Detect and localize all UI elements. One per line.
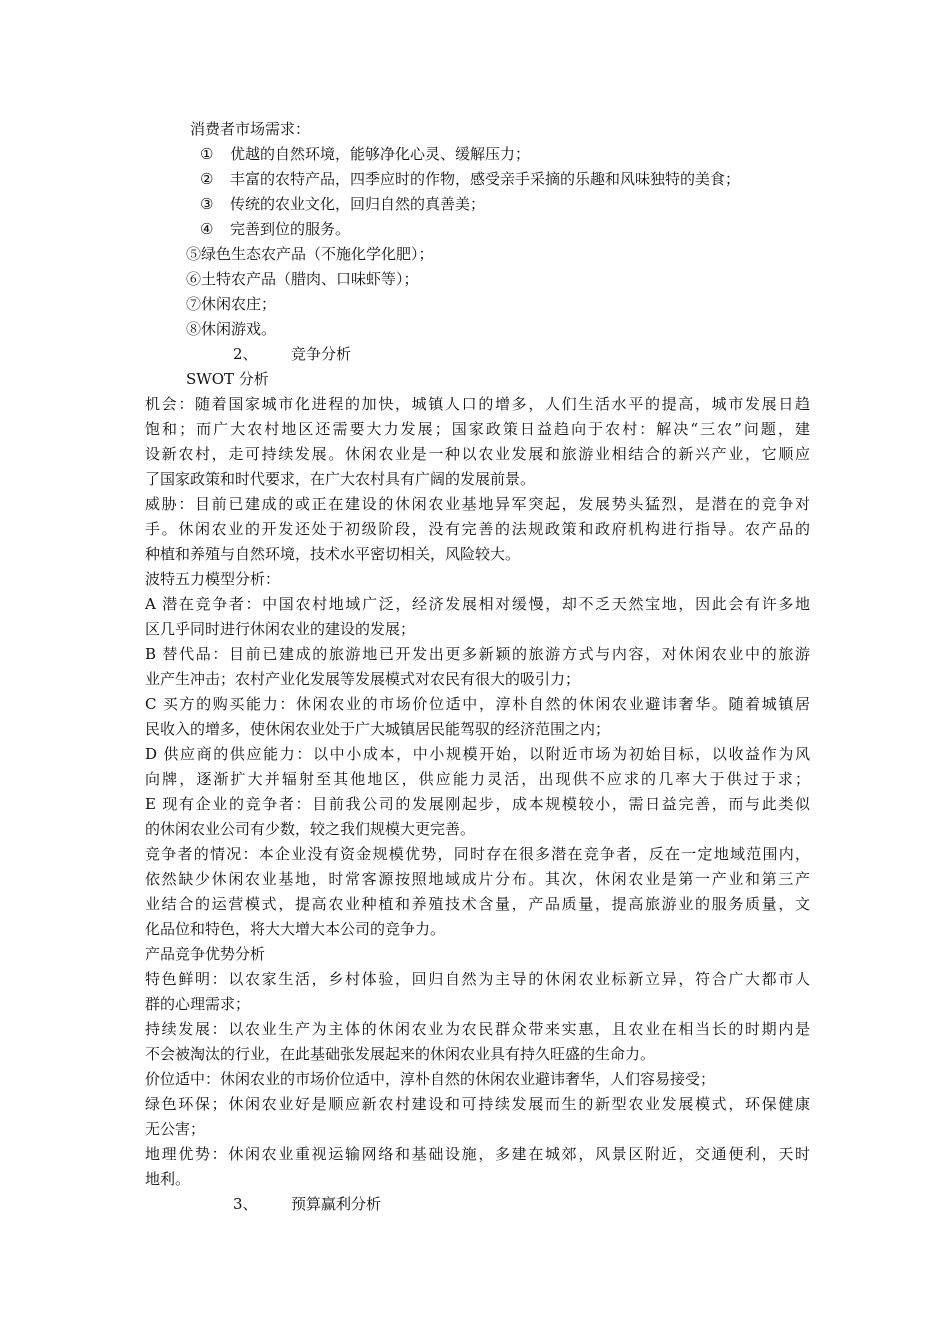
paragraph-line: 业结合的运营模式，提高农业种植和养殖技术含量，产品质量，提高旅游业的服务质量，文 [145,895,810,913]
list-item: ⑧休闲游戏。 [186,320,277,338]
paragraph-line: 地理优势：休闲农业重视运输网络和基础设施，多建在城郊，风景区附近，交通便利，天时 [145,1145,810,1163]
paragraph-line: 持续发展：以农业生产为主体的休闲农业为农民群众带来实惠，且农业在相当长的时期内是 [145,1020,810,1038]
paragraph-line: 波特五力模型分析： [145,570,281,588]
list-marker: ③ [200,195,214,213]
paragraph-line: 竞争者的情况：本企业没有资金规模优势，同时存在很多潜在竞争者，反在一定地域范围内， [145,845,810,863]
list-item [200,219,350,239]
list-item: ⑦休闲农庄； [186,295,277,313]
paragraph-line: 饱和；而广大农村地区还需要大力发展；国家政策日益趋向于农村：解决“三农”问题，建 [145,420,810,438]
list-marker: ④ [200,220,214,238]
list-text: 优越的自然环境，能够净化心灵、缓解压力； [230,145,531,163]
paragraph-line: 种植和养殖与自然环境，技术水平密切相关，风险较大。 [145,545,521,563]
paragraph-line: 手。休闲农业的开发还处于初级阶段，没有完善的法规政策和政府机构进行指导。农产品的 [145,520,810,538]
list-text: 完善到位的服务。 [230,220,351,238]
paragraph-line: 绿色环保；休闲农业好是顺应新农村建设和可持续发展而生的新型农业发展模式，环保健康 [145,1095,810,1113]
paragraph-line: 不会被淘汰的行业，在此基础张发展起来的休闲农业具有持久旺盛的生命力。 [145,1045,656,1063]
paragraph-line: 区几乎同时进行休闲农业的建设的发展； [145,620,416,638]
paragraph-line: 依然缺少休闲农业基地，时常客源按照地域成片分布。其次，休闲农业是第一产业和第三产 [145,870,810,888]
paragraph-line: 了国家政策和时代要求，在广大农村具有广阔的发展前景。 [145,470,536,488]
paragraph-line: 化品位和特色，将大大增大本公司的竞争力。 [145,920,446,938]
section-heading-2 [233,344,351,364]
section-number: 3、 [233,1195,258,1213]
list-item [200,169,740,189]
list-item: ⑥土特农产品（腊肉、口味虾等）； [186,270,419,288]
consumer-demand-title: 消费者市场需求： [190,120,311,138]
list-item [200,144,530,164]
paragraph-line: 机会：随着国家城市化进程的加快，城镇人口的增多，人们生活水平的提高，城市发展日趋 [145,395,810,413]
paragraph-line: 价位适中：休闲农业的市场价位适中，淳朴自然的休闲农业避讳奢华，人们容易接受； [145,1070,716,1088]
swot-title: SWOT 分析 [186,370,269,388]
paragraph-line: 特色鲜明：以农家生活，乡村体验，回归自然为主导的休闲农业标新立异，符合广大都市人 [145,970,810,988]
paragraph-line: E 现有企业的竞争者：目前我公司的发展刚起步，成本规模较小，需日益完善，而与此类似 [145,795,810,813]
paragraph-line: D 供应商的供应能力：以中小成本，中小规模开始，以附近市场为初始目标，以收益作为风 [145,745,810,763]
paragraph-line: C 买方的购买能力：休闲农业的市场价位适中，淳朴自然的休闲农业避讳奢华。随着城镇居 [145,695,810,713]
section-title: 预算赢利分析 [291,1195,382,1213]
paragraph-line: 向牌，逐渐扩大并辐射至其他地区，供应能力灵活，出现供不应求的几率大于供过于求； [145,770,810,788]
paragraph-line: 民收入的增多，使休闲农业处于广大城镇居民能驾驭的经济范围之内； [145,720,611,738]
paragraph-line: 威胁：目前已建成的或正在建设的休闲农业基地异军突起，发展势头猛烈，是潜在的竞争对 [145,495,810,513]
paragraph-line: 无公害； [145,1120,206,1138]
section-title: 竞争分析 [291,345,352,363]
list-text: 丰富的农特产品，四季应时的作物，感受亲手采摘的乐趣和风味独特的美食； [230,170,741,188]
paragraph-line: 的休闲农业公司有少数，较之我们规模大更完善。 [145,820,476,838]
paragraph-line: 业产生冲击；农村产业化发展等发展模式对农民有很大的吸引力； [145,670,581,688]
paragraph-line: 地利。 [145,1170,191,1188]
paragraph-line: B 替代品：目前已建成的旅游地已开发出更多新颖的旅游方式与内容，对休闲农业中的旅游 [145,645,810,663]
list-marker: ② [200,170,214,188]
list-item: ⑤绿色生态农产品（不施化学化肥）； [186,245,434,263]
section-heading-3 [233,1194,381,1214]
paragraph-line: 产品竞争优势分析 [145,945,266,963]
section-number: 2、 [233,345,258,363]
paragraph-line: 设新农村，走可持续发展。休闲农业是一种以农业发展和旅游业相结合的新兴产业，它顺应 [145,445,810,463]
list-text: 传统的农业文化，回归自然的真善美； [230,195,486,213]
paragraph-line: A 潜在竞争者：中国农村地域广泛，经济发展相对缓慢，却不乏天然宝地，因此会有许多地 [145,595,810,613]
list-item [200,194,485,214]
paragraph-line: 群的心理需求； [145,995,251,1013]
list-marker: ① [200,145,214,163]
